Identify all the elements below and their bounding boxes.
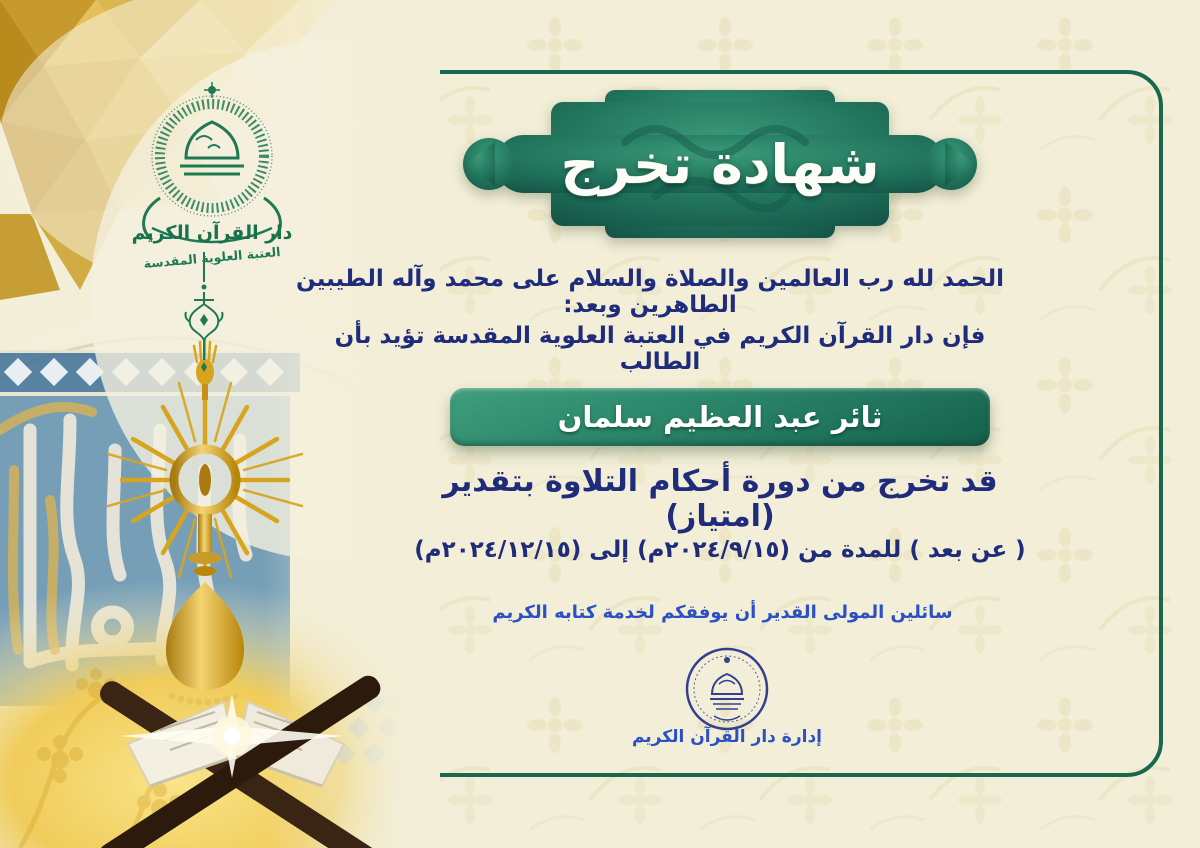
graduation-line: قد تخرج من دورة أحكام التلاوة بتقدير (امتياز): [442, 464, 998, 534]
logo-organization-label: العتبة العلوية المقدسة: [142, 244, 282, 271]
certificate-title: شهادة تخرج: [560, 132, 880, 196]
closing-prayer-line: سائلين المولى القدير أن يوفقكم لخدمة كتابه الكريم: [492, 602, 953, 623]
student-name: ثائر عبد العظيم سلمان: [557, 400, 883, 434]
official-seal-icon: [684, 644, 770, 734]
period-line: ( عن بعد ) للمدة من (٢٠٢٤/٩/١٥م) إلى (٢٠٢٤/١٢/١٥م): [414, 537, 1026, 563]
logo-department-label: دار القرآن الكريم: [131, 222, 293, 244]
attestation-line: فإن دار القرآن الكريم في العتبة العلوية المقدسة تؤيد بأن الطالب: [334, 323, 986, 375]
ornament-pendant-icon: [180, 252, 228, 374]
logo-dome-icon: [180, 122, 244, 174]
intro-line: الحمد لله رب العالمين والصلاة والسلام على محمد وآله الطيبين الطاهرين وبعد:: [296, 266, 1004, 318]
student-name-plate: [450, 388, 990, 446]
issuer-line: إدارة دار القرآن الكريم: [631, 727, 823, 747]
